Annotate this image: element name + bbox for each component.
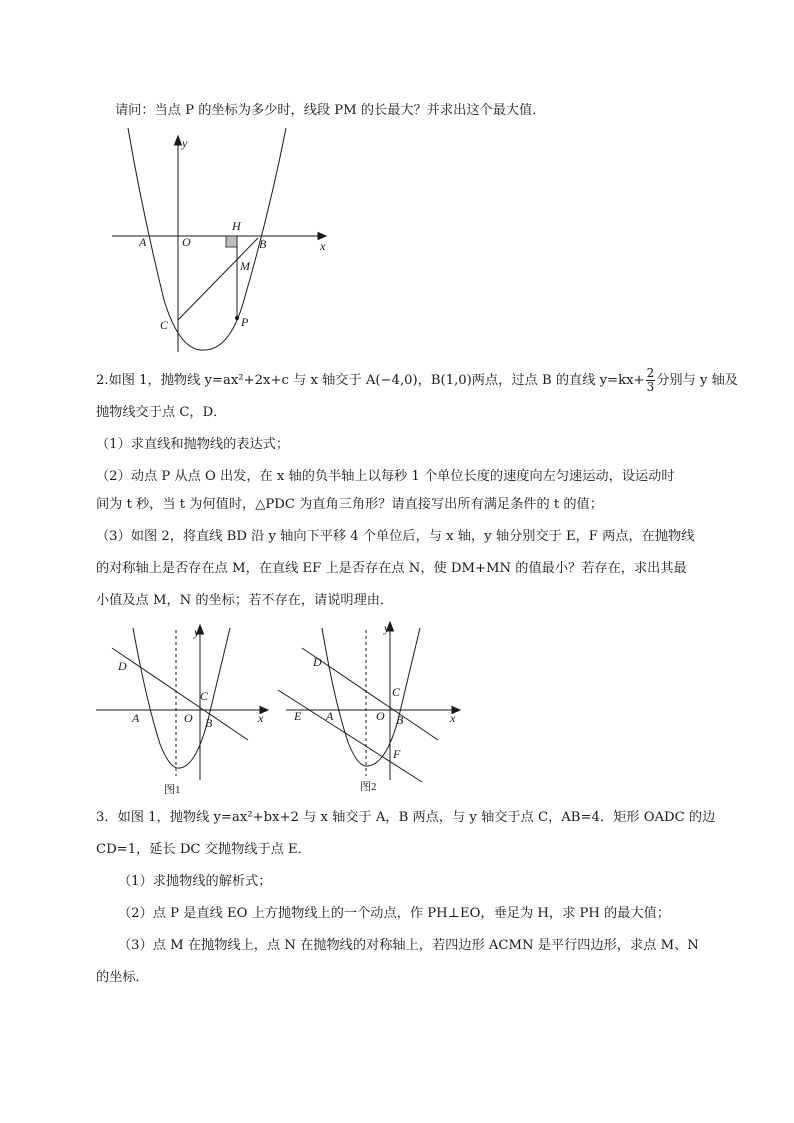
- fig0-label-h: H: [232, 219, 241, 233]
- fig2-label-e: E: [294, 709, 302, 723]
- q2-part3-b: 的对称轴上是否存在点 M，在直线 EF 上是否存在点 N，使 DM+MN 的值最小？若存在，求出其最: [96, 561, 687, 576]
- q3-part1: （1）求抛物线的解析式；: [118, 874, 272, 889]
- fig0-label-o: O: [182, 235, 191, 249]
- q3-part3-a: （3）点 M 在抛物线上，点 N 在抛物线的对称轴上，若四边形 ACMN 是平行四边形，求点 M、N: [118, 938, 699, 953]
- fig0-label-x: x: [320, 239, 326, 253]
- fig1-label-d: D: [118, 659, 127, 673]
- fig1-label-a: A: [132, 711, 140, 725]
- fig0-label-p: P: [241, 315, 249, 329]
- fig2-label-f: F: [393, 747, 401, 761]
- question-prompt: 请问：当点 P 的坐标为多少时，线段 PM 的长最大？并求出这个最大值．: [115, 103, 546, 118]
- fig0-label-b: B: [259, 237, 267, 251]
- q2-line1-after: 分别与 y 轴及: [656, 373, 738, 388]
- fig1-caption: 图1: [164, 784, 181, 796]
- fig2-label-x: x: [450, 711, 456, 725]
- fig0-label-m: M: [240, 259, 250, 273]
- fig2-label-a: A: [326, 709, 334, 723]
- fig0-label-a: A: [139, 235, 147, 249]
- q3-line1: 3．如图 1，抛物线 y=ax²+bx+2 与 x 轴交于 A，B 两点，与 y 轴交于点 C，AB=4．矩形 OADC 的边: [96, 810, 716, 825]
- fig2-label-b: B: [396, 713, 404, 727]
- fig1-label-x: x: [258, 711, 264, 725]
- fig1-label-c: C: [200, 689, 209, 703]
- fig1-label-b: B: [205, 716, 213, 730]
- fig2-label-o: O: [376, 709, 385, 723]
- q2-frac-num: 2: [646, 366, 655, 380]
- q2-part1: （1）求直线和抛物线的表达式；: [96, 437, 290, 452]
- q2-line2: 抛物线交于点 C，D．: [96, 405, 227, 420]
- fig0-label-c: C: [160, 318, 169, 332]
- fig1-label-o: O: [184, 711, 193, 725]
- q3-part3-b: 的坐标．: [96, 970, 149, 985]
- q2-line1-before: 2.如图 1，抛物线 y=ax²+2x+c 与 x 轴交于 A(−4,0)，B(1,0)两点，过点 B 的直线 y=kx+: [96, 373, 645, 388]
- q3-line2: CD=1，延长 DC 交抛物线于点 E．: [96, 842, 311, 857]
- q2-part2-a: （2）动点 P 从点 O 出发，在 x 轴的负半轴上以每秒 1 个单位长度的速度向左匀速运动，设运动时: [96, 469, 675, 484]
- q2-part2-b: 间为 t 秒，当 t 为何值时，△PDC 为直角三角形？请直接写出所有满足条件的 t 的值；: [96, 497, 603, 512]
- fig2-label-c: C: [392, 685, 401, 699]
- fig2-label-y: y: [384, 621, 390, 635]
- q2-part3-a: （3）如图 2，将直线 BD 沿 y 轴向下平移 4 个单位后，与 x 轴，y 轴分别交于 E，F 两点，在抛物线: [96, 529, 695, 544]
- q3-part2: （2）点 P 是直线 EO 上方抛物线上的一个动点，作 PH⊥EO，垂足为 H，求 PH 的最大值；: [118, 906, 670, 921]
- fig2-label-d: D: [313, 655, 322, 669]
- q2-part3-c: 小值及点 M，N 的坐标；若不存在，请说明理由．: [96, 593, 394, 608]
- fig2-caption: 图2: [360, 781, 377, 793]
- fig1-label-y: y: [194, 625, 200, 639]
- fig0-label-y: y: [182, 136, 188, 150]
- q2-frac-den: 3: [646, 380, 655, 394]
